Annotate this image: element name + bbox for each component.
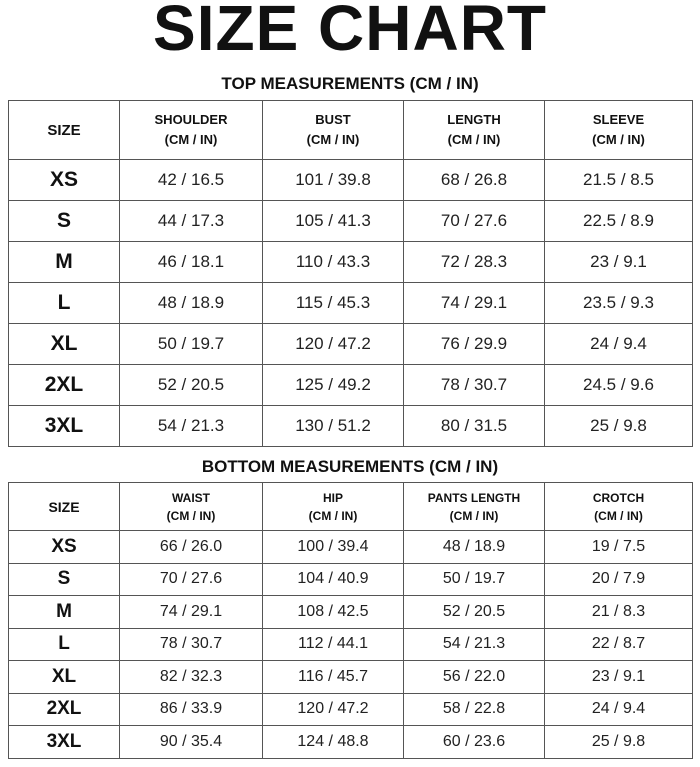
bust-value: 130 / 51.2 — [263, 406, 404, 447]
table-row — [9, 201, 693, 242]
crotch-value: 23 / 9.1 — [545, 661, 693, 694]
crotch-value: 25 / 9.8 — [545, 726, 693, 759]
size-label: M — [9, 596, 120, 629]
column-name: HIP — [322, 490, 343, 505]
size-label: M — [9, 242, 120, 283]
column-unit: (CM / IN) — [594, 508, 643, 523]
column-unit: (CM / IN) — [164, 132, 218, 147]
table-row — [9, 283, 693, 324]
bottom-measurements-title: BOTTOM MEASUREMENTS (CM / IN) — [201, 457, 499, 476]
table-row — [9, 693, 693, 726]
column-name: CROTCH — [592, 490, 645, 505]
hip-value: 104 / 40.9 — [263, 563, 404, 596]
hip-value: 120 / 47.2 — [263, 693, 404, 726]
hip-column-header — [263, 483, 404, 531]
crotch-value: 21 / 8.3 — [545, 596, 693, 629]
waist-value: 66 / 26.0 — [120, 531, 263, 564]
crotch-value: 20 / 7.9 — [545, 563, 693, 596]
sleeve-value: 23 / 9.1 — [545, 242, 693, 283]
hip-value: 124 / 48.8 — [263, 726, 404, 759]
column-unit: (CM / IN) — [166, 508, 216, 523]
sleeve-value: 25 / 9.8 — [545, 406, 693, 447]
column-unit: (CM / IN) — [449, 508, 499, 523]
top-measurements-title: TOP MEASUREMENTS (CM / IN) — [221, 74, 479, 93]
table-row — [9, 726, 693, 759]
column-name: WAIST — [172, 490, 210, 505]
pants-length-value: 54 / 21.3 — [404, 628, 545, 661]
size-label: 3XL — [9, 726, 120, 759]
hip-value: 112 / 44.1 — [263, 628, 404, 661]
column-unit: (CM / IN) — [447, 132, 501, 147]
page-title: SIZE CHART — [153, 0, 547, 64]
sleeve-column-header — [545, 101, 693, 160]
shoulder-value: 54 / 21.3 — [120, 406, 263, 447]
column-name: PANTS LENGTH — [427, 490, 521, 505]
top-measurements-table — [8, 100, 693, 447]
pants-length-column-header — [404, 483, 545, 531]
table-row — [9, 365, 693, 406]
size-label: 2XL — [9, 365, 120, 406]
length-value: 72 / 28.3 — [404, 242, 545, 283]
size-label: S — [9, 563, 120, 596]
pants-length-value: 52 / 20.5 — [404, 596, 545, 629]
bust-value: 125 / 49.2 — [263, 365, 404, 406]
size-label: XS — [9, 531, 120, 564]
hip-value: 116 / 45.7 — [263, 661, 404, 694]
column-unit: (CM / IN) — [592, 132, 645, 147]
length-value: 70 / 27.6 — [404, 201, 545, 242]
sleeve-value: 22.5 / 8.9 — [545, 201, 693, 242]
crotch-value: 19 / 7.5 — [545, 531, 693, 564]
sleeve-value: 21.5 / 8.5 — [545, 160, 693, 201]
column-unit: (CM / IN) — [306, 132, 360, 147]
table-row — [9, 596, 693, 629]
size-column-header: SIZE — [9, 483, 120, 531]
sleeve-value: 24.5 / 9.6 — [545, 365, 693, 406]
size-label: S — [9, 201, 120, 242]
table-row — [9, 628, 693, 661]
crotch-value: 24 / 9.4 — [545, 693, 693, 726]
shoulder-value: 48 / 18.9 — [120, 283, 263, 324]
table-header-row — [9, 483, 693, 531]
table-row — [9, 242, 693, 283]
length-value: 68 / 26.8 — [404, 160, 545, 201]
size-label: 3XL — [9, 406, 120, 447]
column-unit: (CM / IN) — [308, 508, 358, 523]
shoulder-value: 42 / 16.5 — [120, 160, 263, 201]
waist-value: 70 / 27.6 — [120, 563, 263, 596]
waist-value: 82 / 32.3 — [120, 661, 263, 694]
bust-value: 101 / 39.8 — [263, 160, 404, 201]
size-label: 2XL — [9, 693, 120, 726]
pants-length-value: 60 / 23.6 — [404, 726, 545, 759]
crotch-column-header — [545, 483, 693, 531]
size-label: L — [9, 628, 120, 661]
waist-column-header — [120, 483, 263, 531]
bust-value: 110 / 43.3 — [263, 242, 404, 283]
waist-value: 74 / 29.1 — [120, 596, 263, 629]
size-column-header: SIZE — [9, 101, 120, 160]
sleeve-value: 23.5 / 9.3 — [545, 283, 693, 324]
length-value: 74 / 29.1 — [404, 283, 545, 324]
pants-length-value: 56 / 22.0 — [404, 661, 545, 694]
table-row — [9, 563, 693, 596]
waist-value: 86 / 33.9 — [120, 693, 263, 726]
bust-value: 115 / 45.3 — [263, 283, 404, 324]
column-name: BUST — [315, 112, 351, 127]
size-label: XS — [9, 160, 120, 201]
table-row — [9, 406, 693, 447]
sleeve-value: 24 / 9.4 — [545, 324, 693, 365]
bust-value: 120 / 47.2 — [263, 324, 404, 365]
bust-value: 105 / 41.3 — [263, 201, 404, 242]
length-value: 80 / 31.5 — [404, 406, 545, 447]
length-value: 76 / 29.9 — [404, 324, 545, 365]
table-row — [9, 531, 693, 564]
waist-value: 78 / 30.7 — [120, 628, 263, 661]
size-label: XL — [9, 661, 120, 694]
length-value: 78 / 30.7 — [404, 365, 545, 406]
size-label: XL — [9, 324, 120, 365]
shoulder-value: 46 / 18.1 — [120, 242, 263, 283]
shoulder-column-header — [120, 101, 263, 160]
pants-length-value: 50 / 19.7 — [404, 563, 545, 596]
hip-value: 108 / 42.5 — [263, 596, 404, 629]
size-label: L — [9, 283, 120, 324]
waist-value: 90 / 35.4 — [120, 726, 263, 759]
table-row — [9, 661, 693, 694]
crotch-value: 22 / 8.7 — [545, 628, 693, 661]
shoulder-value: 44 / 17.3 — [120, 201, 263, 242]
column-name: SLEEVE — [592, 112, 645, 127]
shoulder-value: 50 / 19.7 — [120, 324, 263, 365]
pants-length-value: 48 / 18.9 — [404, 531, 545, 564]
length-column-header — [404, 101, 545, 160]
table-header-row — [9, 101, 693, 160]
bust-column-header — [263, 101, 404, 160]
shoulder-value: 52 / 20.5 — [120, 365, 263, 406]
hip-value: 100 / 39.4 — [263, 531, 404, 564]
table-row — [9, 324, 693, 365]
table-row — [9, 160, 693, 201]
column-name: LENGTH — [447, 112, 501, 127]
bottom-measurements-table — [8, 482, 693, 759]
pants-length-value: 58 / 22.8 — [404, 693, 545, 726]
column-name: SHOULDER — [154, 112, 228, 127]
